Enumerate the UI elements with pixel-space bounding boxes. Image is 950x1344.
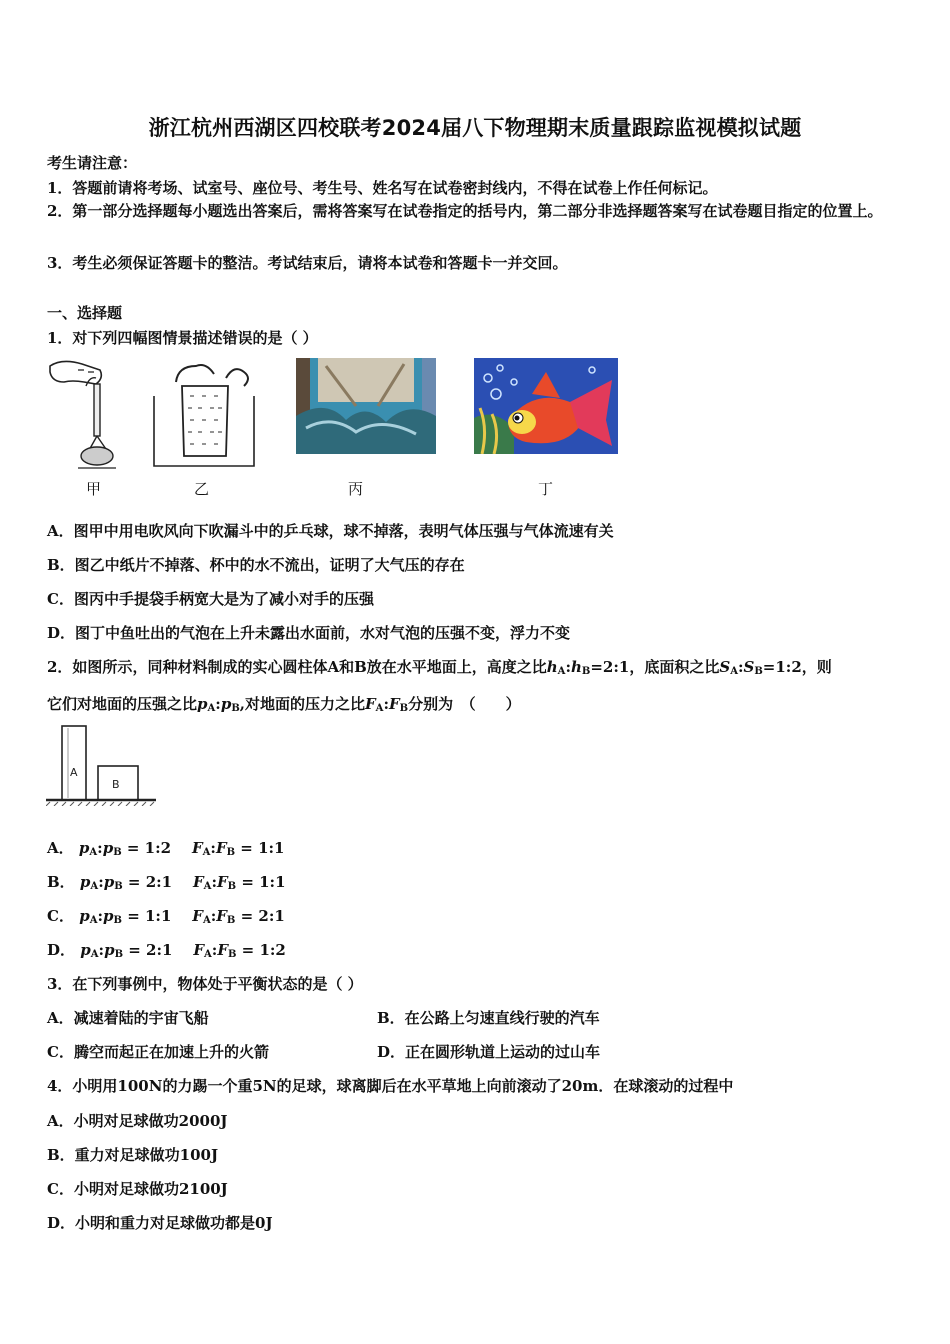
q3-option-a: A．减速着陆的宇宙飞船 [47,1009,209,1027]
q1-option-d: D．图丁中鱼吐出的气泡在上升未露出水面前，水对气泡的压强不变，浮力不变 [47,624,571,642]
q3-option-d: D．正在圆形轨道上运动的过山车 [377,1043,601,1061]
q1-option-c: C．图丙中手提袋手柄宽大是为了减小对手的压强 [47,590,374,608]
q4-option-c: C．小明对足球做功2100J [47,1180,228,1198]
inverted-cup-figure [148,356,258,472]
q1-option-b: B．图乙中纸片不掉落、杯中的水不流出，证明了大气压的存在 [47,556,465,574]
section-heading: 一、选择题 [47,304,123,322]
q2-option-c: C． $p_A:p_B$ = 1:1 $F_A:F_B$ = 2:1 [47,907,285,926]
notice-item-1: 1．答题前请将考场、试室号、座位号、考生号、姓名写在试卷密封线内，不得在试卷上作任何标记。 [47,179,718,197]
cylinders-figure [46,724,158,806]
notice-item-3: 3．考生必须保证答题卡的整洁。考试结束后，请将本试卷和答题卡一并交回。 [47,254,568,272]
page-title: 浙江杭州西湖区四校联考2024届八下物理期末质量跟踪监视模拟试题 [148,116,802,140]
q1-caption-jia: 甲 [86,480,102,498]
q3-stem: 3．在下列事例中，物体处于平衡状态的是（ ） [47,975,363,993]
q1-caption-bing: 丙 [348,480,364,498]
q4-option-b: B．重力对足球做功100J [47,1146,219,1164]
fish-bubble-figure [474,358,618,454]
q2-stem-line2: 它们对地面的压强之比$p_A:p_B$,对地面的压力之比$F_A:F_B$分别为 （ ） [47,695,521,714]
shopping-bag-figure [296,358,436,454]
q1-caption-yi: 乙 [194,480,210,498]
q2-option-b: B． $p_A:p_B$ = 2:1 $F_A:F_B$ = 1:1 [47,873,286,892]
hair-dryer-funnel-figure [44,356,124,474]
notice-heading: 考生请注意： [47,154,138,172]
q3-option-c: C．腾空而起正在加速上升的火箭 [47,1043,269,1061]
cylinder-b-label: B [112,778,120,791]
cylinder-a-label: A [70,766,78,779]
q4-stem: 4．小明用100N的力踢一个重5N的足球，球离脚后在水平草地上向前滚动了20m．在球滚动的过程中 [47,1077,734,1095]
q1-stem: 1．对下列四幅图情景描述错误的是（ ） [47,329,318,347]
q2-option-d: D． $p_A:p_B$ = 2:1 $F_A:F_B$ = 1:2 [47,941,286,960]
q1-option-a: A．图甲中用电吹风向下吹漏斗中的乒乓球，球不掉落，表明气体压强与气体流速有关 [47,522,614,540]
q2-option-a: A． $p_A:p_B$ = 1:2 $F_A:F_B$ = 1:1 [47,839,285,858]
q4-option-d: D．小明和重力对足球做功都是0J [47,1214,273,1232]
q4-option-a: A．小明对足球做功2000J [47,1112,228,1130]
q2-stem-line1: 2．如图所示，同种材料制成的实心圆柱体A和B放在水平地面上，高度之比$h_A:h_B=2:1$，底面积之比$S_A:S_B=1:2$，则 [47,658,832,677]
q1-caption-ding: 丁 [538,480,554,498]
notice-item-2: 2．第一部分选择题每小题选出答案后，需将答案写在试卷指定的括号内，第二部分非选择题答案写在试卷题目指定的位置上。 [47,202,883,220]
q3-option-b: B．在公路上匀速直线行驶的汽车 [377,1009,600,1027]
